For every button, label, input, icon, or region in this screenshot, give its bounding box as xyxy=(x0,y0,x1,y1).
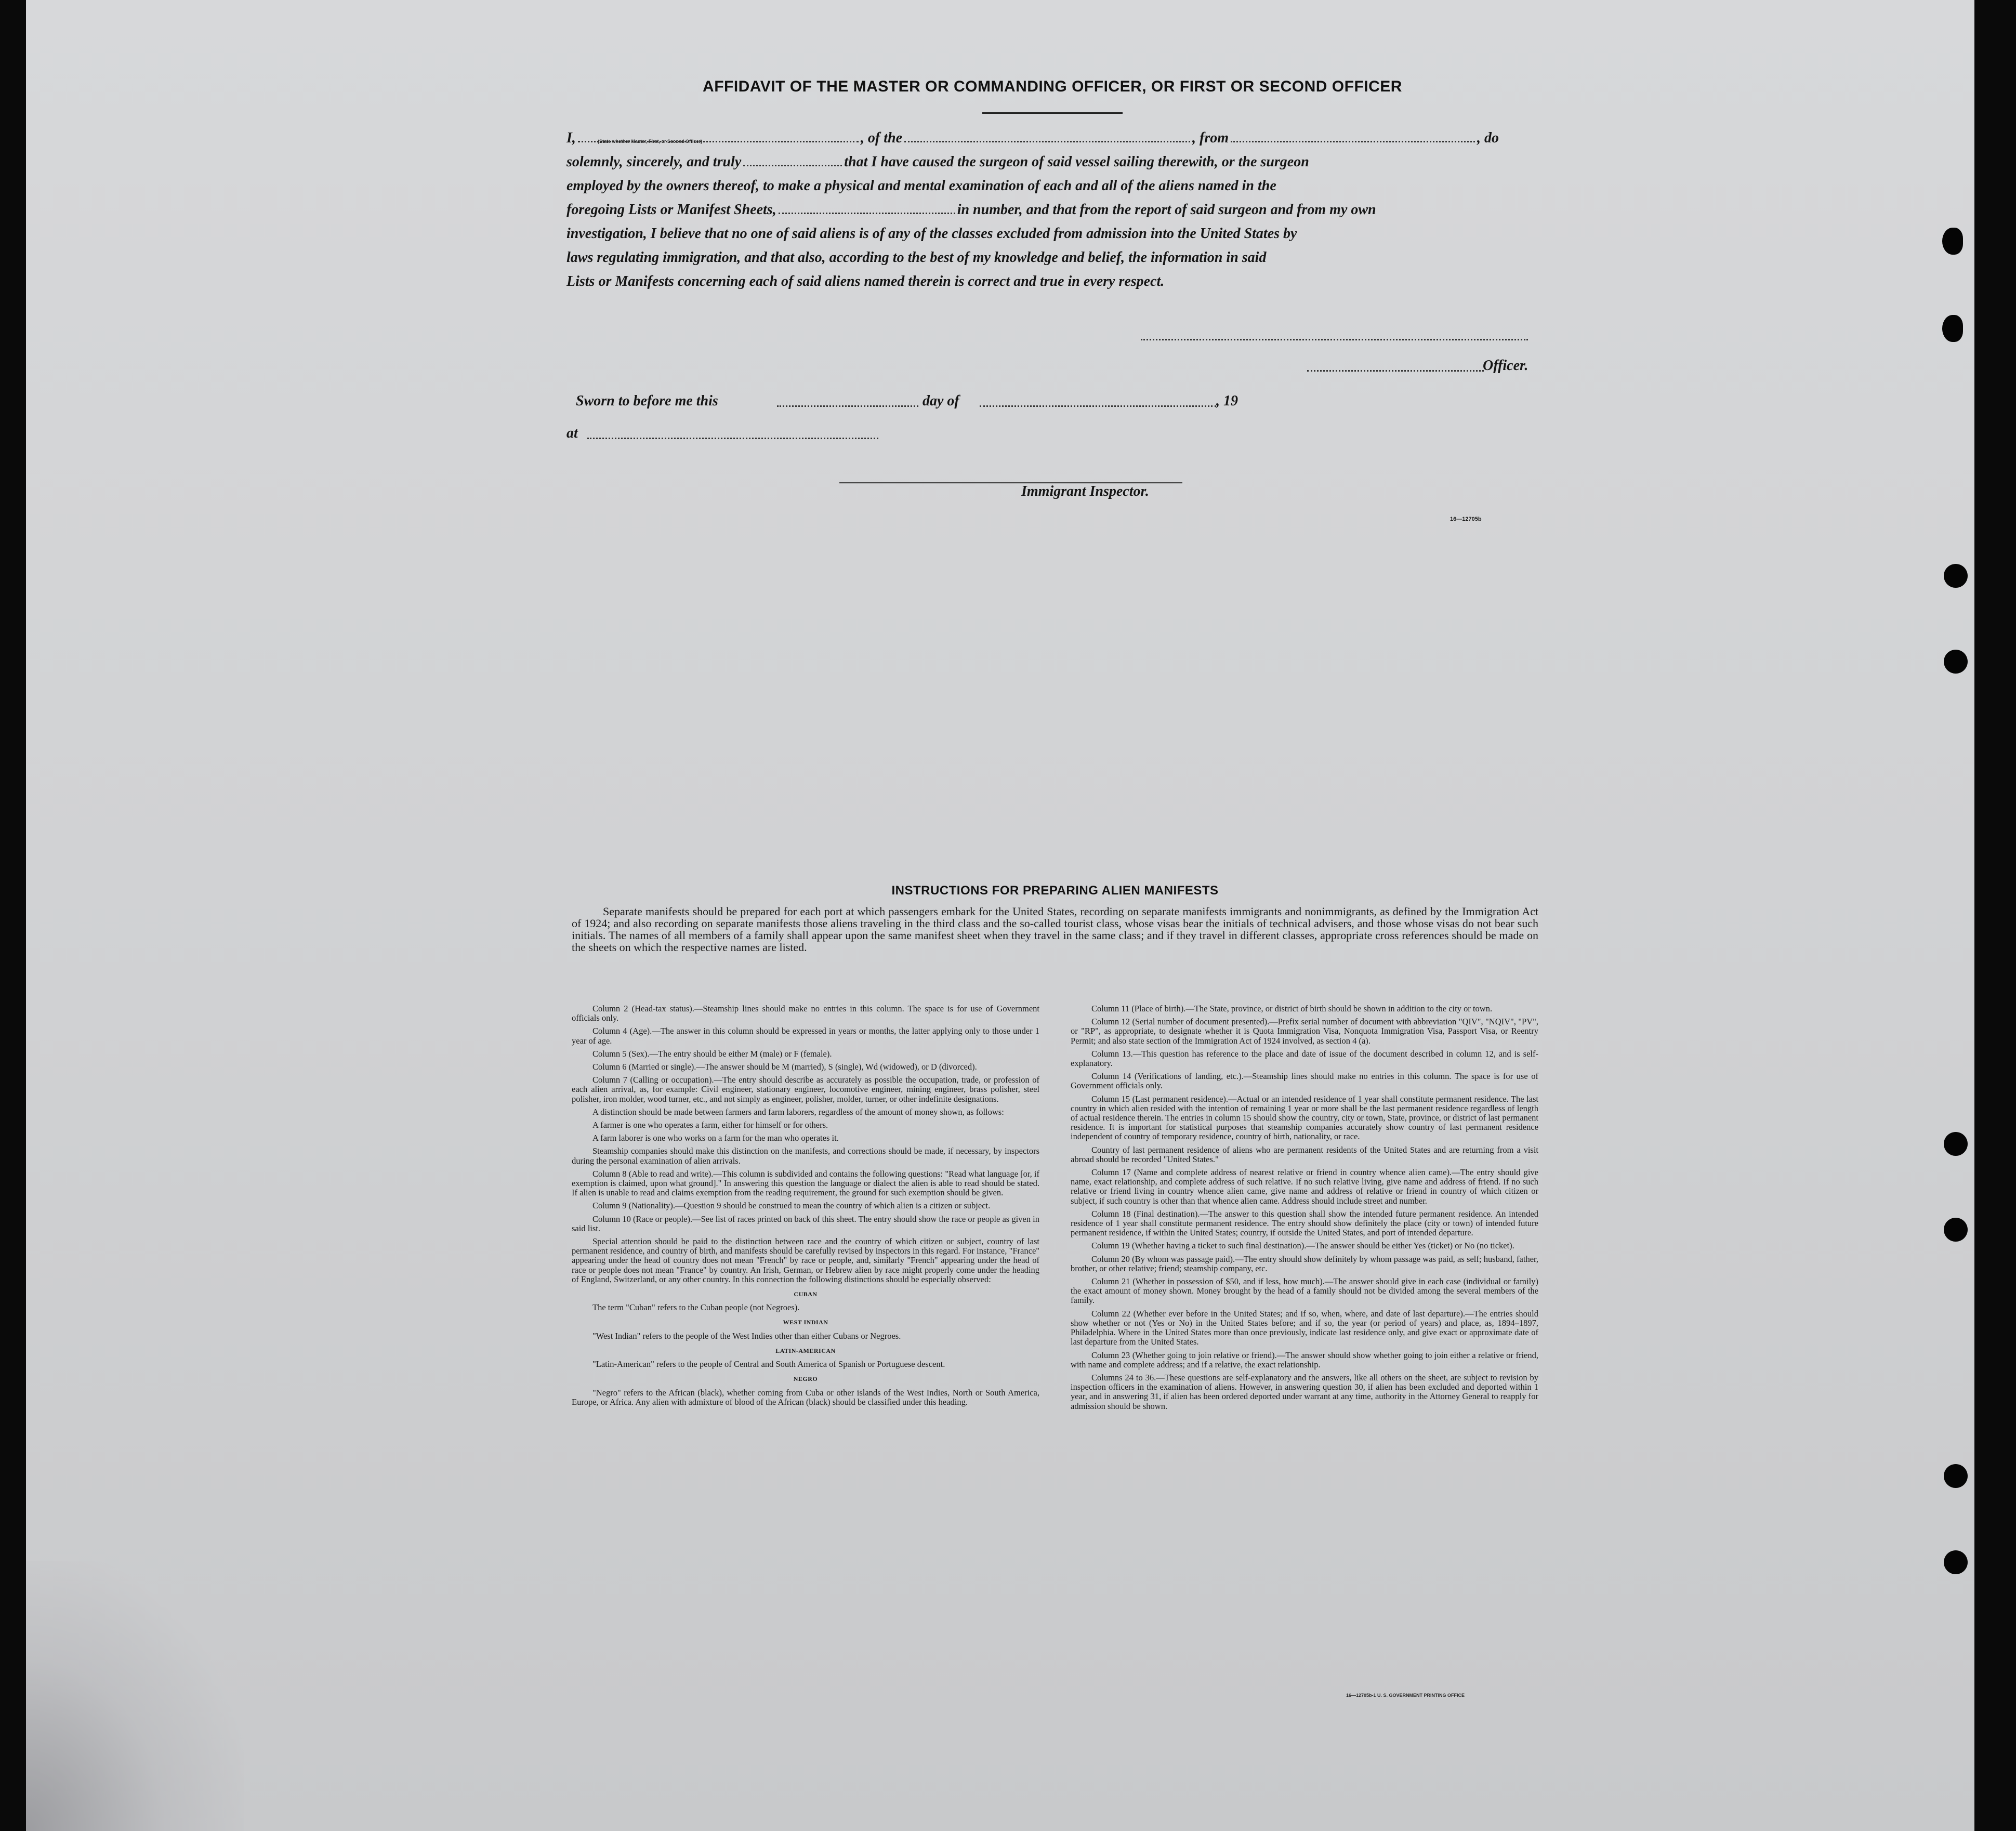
instruction-paragraph: "Negro" refers to the African (black), whether coming from Cuba or other islands of the West Indies, North or South America, Europe, or Africa. Any alien with admixture of blood of the African (black) should be classified under this heading. xyxy=(572,1387,1039,1407)
instruction-paragraph: Column 18 (Final destination).—The answer to this question shall show the intended future permanent residence. An intended residence of 1 year shall constitute permanent residence. The entry should show definitely the place (city or town) of intended future permanent residence, if within the United States; country, if outside the United States, and port of intended departure. xyxy=(1071,1208,1538,1238)
instructions-left-column xyxy=(572,1004,1039,1411)
officer-name-line[interactable] xyxy=(1307,369,1484,372)
from-label: , from xyxy=(1192,130,1229,146)
instruction-paragraph: Column 2 (Head-tax status).—Steamship lines should make no entries in this column. The space is for use of Government officials only. xyxy=(572,1004,1039,1023)
race-heading: LATIN-AMERICAN xyxy=(775,1347,836,1354)
instruction-paragraph: The term "Cuban" refers to the Cuban people (not Negroes). xyxy=(592,1302,800,1313)
instruction-paragraph: Column 7 (Calling or occupation).—The entry should describe as accurately as possible the occupation, trade, or profession of each alien arrival, as, for example: Civil engineer, stationary engineer, locomotive engineer, mining engineer, brass polisher, steel polisher, iron molder, wood turner, etc., and not simply as engineer, polisher, molder, turner, or other indefinite designations. xyxy=(572,1075,1039,1104)
affidavit-line-7: Lists or Manifests concerning each of said aliens named therein is correct and true in every respect. xyxy=(566,273,1165,289)
binder-hole xyxy=(1944,1218,1968,1242)
instructions-intro: Separate manifests should be prepared for each port at which passengers embark for the United States, recording on separate manifests immigrants and nonimmigrants, as defined by the Immigration Act of 1924; and also recording on separate manifests those aliens traveling in the third class and the so-called tourist class, whose visas bear the initials of technical advisers, and those whose visas do not bear such initials. The names of all members of a family shall appear upon the same manifest sheet when they travel in the same class; and if they travel in different classes, appropriate cross references should be made on the sheets on which the respective names are listed. xyxy=(572,905,1538,954)
binder-hole xyxy=(1944,1132,1968,1156)
officer-label: Officer. xyxy=(1483,358,1529,374)
instruction-paragraph: A farmer is one who operates a farm, either for himself or for others. xyxy=(592,1120,828,1130)
instruction-paragraph: "West Indian" refers to the people of the West Indies other than either Cubans or Negroes. xyxy=(592,1331,901,1341)
instruction-paragraph: Country of last permanent residence of aliens who are permanent residents of the United States and are returning from a visit abroad should be recorded "United States." xyxy=(1071,1144,1538,1164)
instruction-paragraph: Column 22 (Whether ever before in the United States; and if so, when, where, and date of last departure).—The entries should show whether or not (Yes or No) in the United States before; and if so, the year (or period of years) and place, as, 1894–1897, Philadelphia. Where in the United States more than once previously, indicate last residence only, and give exact or approximate date of last departure from the United States. xyxy=(1071,1308,1538,1347)
instruction-paragraph: Column 4 (Age).—The answer in this column should be expressed in years or months, the latter applying only to those under 1 year of age. xyxy=(572,1026,1039,1046)
signature-line[interactable] xyxy=(1141,338,1528,340)
day-of-label: day of xyxy=(923,393,959,409)
inspector-label: Immigrant Inspector. xyxy=(1021,483,1149,499)
instruction-paragraph: Column 5 (Sex).—The entry should be either M (male) or F (female). xyxy=(592,1048,832,1059)
instruction-paragraph: Column 6 (Married or single).—The answer should be M (married), S (single), Wd (widowed), or D (divorced). xyxy=(592,1062,977,1072)
affidavit-section xyxy=(566,78,1538,294)
affidavit-text-4: in number, and that from the report of said surgeon and from my own xyxy=(957,202,1376,218)
port-from-field[interactable] xyxy=(1231,129,1475,142)
race-heading: CUBAN xyxy=(794,1290,818,1298)
oath-words: solemnly, sincerely, and truly xyxy=(566,154,742,170)
affidavit-line-2 xyxy=(566,150,1538,174)
at-label: at xyxy=(566,425,578,441)
affidavit-text-2: that I have caused the surgeon of said vessel sailing therewith, or the surgeon xyxy=(844,154,1309,170)
instruction-paragraph: Column 13.—This question has reference to the place and date of issue of the document described in column 12, and is self-explanatory. xyxy=(1071,1048,1538,1069)
instructions-right-column xyxy=(1071,1004,1538,1415)
instruction-paragraph: Column 10 (Race or people).—See list of races printed on back of this sheet. The entry should show the race or people as given in said list. xyxy=(572,1214,1039,1233)
sheet-count-field[interactable] xyxy=(779,201,955,214)
affidavit-line-6: laws regulating immigration, and that also, according to the best of my knowledge and belief, the information in said xyxy=(566,249,1267,266)
instruction-paragraph: Special attention should be paid to the distinction between race and the country of which citizen or subject, country of last permanent residence, and country of birth, and manifests should be carefully revised by inspectors in this regard. For instance, "France" appearing under the head of country does not mean "French" by race or people, and, similarly "French" appearing under the head of race or people does not mean "France" by country. An Irish, German, or Hebrew alien by race might properly come under the heading of England, Switzerland, or any other country. In this connection the following distinctions should be especially observed: xyxy=(572,1236,1039,1284)
rank-note: (State whether Master, First, or Second Officer) xyxy=(598,139,703,144)
affidavit-line-1 xyxy=(566,126,1538,150)
instructions-section xyxy=(572,884,1538,1698)
manifest-sheet xyxy=(26,0,1974,1831)
instruction-paragraph: A distinction should be made between farmers and farm laborers, regardless of the amount of money shown, as follows: xyxy=(592,1106,1004,1117)
binder-hole xyxy=(1944,1550,1968,1574)
instruction-paragraph: Column 19 (Whether having a ticket to such final destination).—The answer should be either Yes (ticket) or No (no ticket). xyxy=(1091,1241,1514,1251)
instruction-paragraph: "Latin-American" refers to the people of Central and South America of Spanish or Portuguese descent. xyxy=(592,1359,945,1369)
race-heading: NEGRO xyxy=(793,1375,818,1383)
instruction-paragraph: Columns 24 to 36.—These questions are self-explanatory and the answers, like all others on the sheet, are subject to revision by inspection officers in the examination of aliens. However, in answering question 30, if alien has been excluded and deported within 1 year, and in answering 31, if alien has been ordered deported under warrant at any time, authority in the Attorney General to reapply for admission should be shown. xyxy=(1071,1372,1538,1411)
sworn-day-field[interactable] xyxy=(777,404,918,407)
instruction-paragraph: Column 20 (By whom was passage paid).—The entry should show definitely by whom passage was paid, as self; husband, father, brother, or other relative; friend; steamship company, etc. xyxy=(1071,1254,1538,1273)
oath-form-field[interactable] xyxy=(743,153,842,166)
do-label: , do xyxy=(1477,130,1499,146)
affidavit-line-4 xyxy=(566,198,1538,222)
year-label: , 19 xyxy=(1216,393,1238,409)
title-divider xyxy=(982,112,1123,114)
instruction-paragraph: Column 23 (Whether going to join relative or friend).—The answer should show whether going to join either a relative or friend, with name and complete address; and if a relative, the exact relationship. xyxy=(1071,1350,1538,1369)
instruction-paragraph: Column 8 (Able to read and write).—This column is subdivided and contains the following questions: "Read what language [or, if exemption is claimed, upon what ground]." In answering this question the language or dialect the alien is able to read should be stated. If alien is unable to read and claims exemption from the reading requirement, the ground for such exemption should be given. xyxy=(572,1168,1039,1198)
instruction-paragraph: A farm laborer is one who works on a farm for the man who operates it. xyxy=(592,1133,839,1143)
affidavit-title: AFFIDAVIT OF THE MASTER OR COMMANDING OFFICER, OR FIRST OR SECOND OFFICER xyxy=(703,78,1402,95)
sworn-month-field[interactable] xyxy=(980,404,1216,407)
pronoun-i: I, xyxy=(566,130,576,146)
corner-discoloration xyxy=(26,1561,244,1831)
instruction-paragraph: Column 9 (Nationality).—Question 9 should be construed to mean the country of which alien is a citizen or subject. xyxy=(592,1201,991,1211)
form-number: 16—12705b xyxy=(1450,516,1482,522)
instructions-title: INSTRUCTIONS FOR PREPARING ALIEN MANIFESTS xyxy=(891,884,1219,898)
instruction-paragraph: Steamship companies should make this distinction on the manifests, and corrections should be made, if necessary, by inspectors during the personal examination of alien arrivals. xyxy=(572,1146,1039,1166)
binder-hole xyxy=(1944,650,1968,674)
race-heading: WEST INDIAN xyxy=(783,1319,828,1326)
binder-hole xyxy=(1944,1464,1968,1488)
binder-hole xyxy=(1942,315,1963,342)
affidavit-line-5: investigation, I believe that no one of said aliens is of any of the classes excluded from admission into the United States by xyxy=(566,226,1297,242)
instruction-paragraph: Column 12 (Serial number of document presented).—Prefix serial number of document with abbreviation "QIV", "NQIV", "PV", or "RP", as appropriate, to designate whether it is Quota Immigration Visa, Nonquota Immigration Visa, Passport Visa, or Reentry Permit; and also state section of the Immigration Act of 1924 involved, as section 4 (a). xyxy=(1071,1017,1538,1046)
instruction-paragraph: Column 15 (Last permanent residence).—Actual or an intended residence of 1 year shall constitute permanent residence. The last country in which alien resided with the intention of remaining 1 year or more shall be the last permanent residence regardless of length of actual residence therein. The entries in column 15 should show the country, city or town, State, province, or district of last permanent residence. It is important for statistical purposes that steamship companies accurately show country of last permanent residence independent of country of temporary residence, country of birth, nationality, or race. xyxy=(1071,1094,1538,1142)
sworn-place-field[interactable] xyxy=(587,437,878,439)
binder-hole xyxy=(1944,564,1968,588)
affidavit-line-3: employed by the owners thereof, to make a physical and mental examination of each and all of the aliens named in the xyxy=(566,178,1276,194)
sworn-label: Sworn to before me this xyxy=(576,393,718,409)
instruction-paragraph: Column 11 (Place of birth).—The State, province, or district of birth should be shown in addition to the city or town. xyxy=(1091,1004,1493,1013)
manifest-sheets-label: foregoing Lists or Manifest Sheets, xyxy=(566,202,776,218)
printing-office-code: 16—12705b-1 U. S. GOVERNMENT PRINTING OFFICE xyxy=(1346,1693,1465,1698)
instruction-paragraph: Column 14 (Verifications of landing, etc.).—Steamship lines should make no entries in this column. The space is for use of Government officials only. xyxy=(1071,1071,1538,1091)
instruction-paragraph: Column 17 (Name and complete address of nearest relative or friend in country whence alien came).—The entry should give name, exact relationship, and complete address of such relative. If no such relative living, give name and address of friend. If no such relative or friend living in country whence alien came, give name and address of relative or friend in country of which citizen or subject, if such country is other than that whence alien came. Address should include street and number. xyxy=(1071,1167,1538,1206)
of-the-label: , of the xyxy=(860,130,903,146)
binder-hole xyxy=(1942,228,1963,255)
instruction-paragraph: Column 21 (Whether in possession of $50, and if less, how much).—The answer should give in each case (individual or family) the exact amount of money shown. Money brought by the head of a family should not be divided among the several members of the family. xyxy=(1071,1276,1538,1306)
vessel-name-field[interactable] xyxy=(904,129,1190,142)
